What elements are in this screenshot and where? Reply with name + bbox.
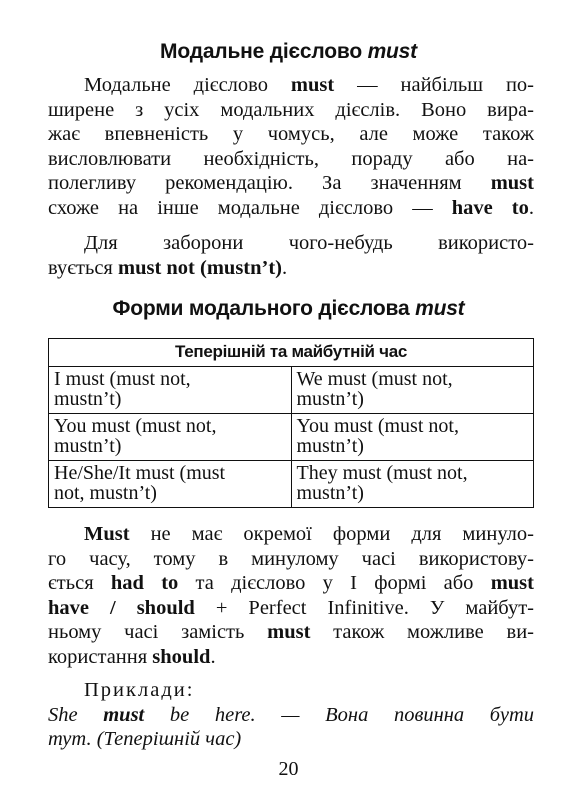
table-row: [49, 414, 534, 461]
table-cell: He/She/It must (must not, mustn’t): [49, 461, 292, 508]
table-cell: You must (must not, mustn’t): [49, 414, 292, 461]
example-sentence: She must be here. — Вона повинна бути: [48, 703, 534, 726]
forms-table: [48, 338, 534, 508]
section-heading: Модальне дієслово must: [160, 40, 417, 63]
table-cell: They must (must not, mustn’t): [291, 461, 534, 508]
table-row: [49, 367, 534, 414]
prohibition-paragraph: Для заборони чого-небудь використо- вується must not (mustn’t).: [48, 232, 534, 279]
heading-term: must: [367, 40, 417, 63]
heading-term: must: [415, 297, 465, 320]
examples-label: Приклади:: [84, 679, 195, 701]
examples-block: Приклади: She must be here. — Вона повинна бути тут. (Теперішній час): [48, 679, 534, 750]
table-header: Теперішній та майбутній час: [49, 339, 534, 367]
table-cell: I must (must not, mustn’t): [49, 367, 292, 414]
table-header-row: [49, 339, 534, 367]
past-paragraph: Must не має окремої форми для минуло- го часу, тому в минулому часі використову- ється had to та дієслово у І формі або must have / should + Perfect Infinitive. У майбут- ньому часі замість must також можливе ви- користання should.: [48, 523, 534, 668]
table-cell: You must (must not, mustn’t): [291, 414, 534, 461]
table-cell: We must (must not, mustn’t): [291, 367, 534, 414]
page-number: 20: [278, 758, 299, 780]
table-row: [49, 461, 534, 508]
intro-paragraph: Модальне дієслово must — найбільш по- ширене з усіх модальних дієслів. Воно вира- жає впевненість у чомусь, але може також висловлювати необхідність, пораду або на- полегливу рекомендацію. За значенням must схоже на інше модальне дієслово — have to.: [48, 74, 535, 219]
forms-heading: Форми модального дієслова must: [112, 297, 465, 320]
